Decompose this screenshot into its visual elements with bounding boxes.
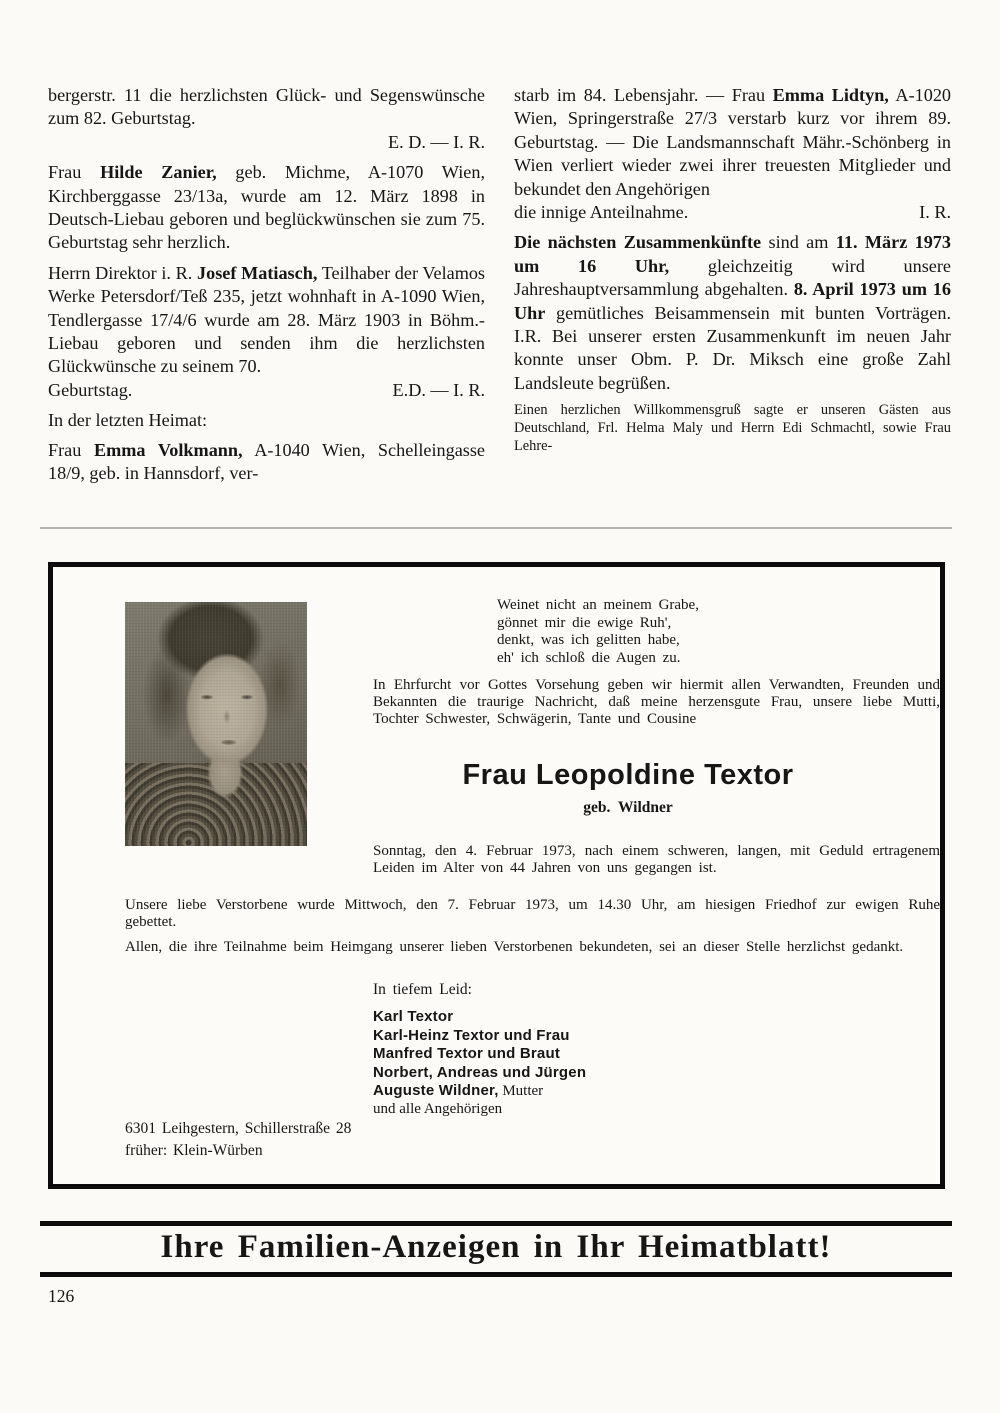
thanks-paragraph: Allen, die ihre Teilnahme beim Heimgang unserer lieben Verstorbenen bekundeten, sei an dieser Stelle herzlichst gedankt. <box>125 939 904 955</box>
deceased-name: Frau Leopoldine Textor <box>462 759 794 791</box>
address-line: früher: Klein-Würben <box>125 1142 263 1159</box>
poem-line: Weinet nicht an meinem Grabe, <box>497 597 699 613</box>
welcome-smallprint-paragraph: Einen herzlichen Willkommensgruß sagte er unseren Gästen aus Deutschland, Frl. Helma Maly und Herrn Edi Schmachtl, sowie Frau Lehre- <box>514 402 951 454</box>
death-details-paragraph: Sonntag, den 4. Februar 1973, nach einem schweren, langen, mit Geduld ertragenem Leiden im Alter von 44 Jahren von uns gegangen ist. <box>373 843 940 877</box>
matiasch-birthday-paragraph: Herrn Direktor i. R. Josef Matiasch, Teilhaber der Velamos Werke Petersdorf/Teß 235, jetzt wohnhaft in A-1090 Wien, Tendlergasse 17/4/6 wurde am 28. März 1903 in Böhm.-Liebau geboren und senden ihm die herzlichsten Glückwünsche zu seinem 70. <box>48 262 486 377</box>
page-number: 126 <box>48 1286 75 1306</box>
zanier-birthday-paragraph: Frau Hilde Zanier, geb. Michme, A-1070 Wien, Kirchberggasse 23/13a, wurde am 12. März 1898 in Deutsch-Liebau geboren und beglückwünschen sie zum 75. Geburtstag sehr herzlich. <box>48 162 485 253</box>
mourner-line: Karl Textor <box>373 1008 454 1025</box>
volkmann-obituary-paragraph: Frau Emma Volkmann, A-1040 Wien, Schelleingasse 18/9, geb. in Hannsdorf, ver- <box>48 439 486 484</box>
address-block <box>125 1118 351 1162</box>
family-ads-banner <box>40 1221 952 1277</box>
maiden-name: geb. Wildner <box>583 799 673 816</box>
lidtyn-obituary-paragraph: starb im 84. Lebensjahr. — Frau Emma Lidtyn, A-1020 Wien, Springerstraße 27/3 verstarb kurz vor ihrem 89. Geburtstag. — Die Landsmannschaft Mähr.-Schönberg in Wien verliert wieder zwei ihrer treuesten Mitglieder und bekundet den Angehörigen <box>514 85 952 199</box>
mourner-line: Norbert, Andreas und Jürgen <box>373 1063 587 1081</box>
last-word: Geburtstag. <box>48 379 133 400</box>
horizontal-divider <box>40 527 952 529</box>
poem-line: gönnet mir die ewige Ruh', <box>497 614 672 631</box>
address-line: 6301 Leihgestern, Schillerstraße 28 <box>125 1120 352 1137</box>
poem-line: denkt, was ich gelitten habe, <box>497 632 680 648</box>
lidtyn-last-line <box>514 201 951 224</box>
signature-initials: E.D. — I. R. <box>392 379 485 400</box>
meetings-paragraph: Die nächsten Zusammenkünfte sind am 11. März 1973 um 16 Uhr, gleichzeitig wird unsere Jahreshauptversammlung abgehalten. 8. April 1973 um 16 Uhr gemütliches Beisammensein mit bunten Vorträgen. I.R. Bei unserer ersten Zusammenkunft im neuen Jahr konnte unser Obm. P. Dr. Miksch eine große Zahl Landsleute begrüßen. <box>514 232 951 393</box>
mourner-line: Auguste Wildner, Mutter <box>373 1082 544 1100</box>
signature-initials: E. D. — I. R. <box>388 131 485 152</box>
mourners-list <box>373 1008 586 1119</box>
portrait-photo <box>125 602 307 846</box>
right-column <box>514 84 951 463</box>
burial-paragraph: Unsere liebe Verstorbene wurde Mittwoch, den 7. Februar 1973, um 14.30 Uhr, am hiesigen Friedhof zur ewigen Ruhe gebettet. <box>125 897 940 931</box>
memorial-poem <box>497 597 699 667</box>
grief-line: In tiefem Leid: <box>373 981 472 998</box>
banner-text: Ihre Familien-Anzeigen in Ihr Heimatblatt! <box>160 1229 832 1265</box>
continuation-paragraph: bergerstr. 11 die herzlichsten Glück- und Segenswünsche zum 82. Geburtstag. <box>48 85 485 129</box>
mourner-line: Karl-Heinz Textor und Frau <box>373 1026 570 1044</box>
mourner-line: Manfred Textor und Braut <box>373 1045 561 1063</box>
last-words: die innige Anteilnahme. <box>514 202 689 223</box>
section-heading: In der letzten Heimat: <box>48 410 208 431</box>
mourner-line: und alle Angehörigen <box>373 1100 503 1117</box>
signature-initials: I. R. <box>919 202 951 223</box>
poem-line: eh' ich schloß die Augen zu. <box>497 649 681 666</box>
left-column <box>48 84 485 493</box>
matiasch-last-line <box>48 379 485 402</box>
announcement-intro: In Ehrfurcht vor Gottes Vorsehung geben wir hiermit allen Verwandten, Freunden und Bekannten die traurige Nachricht, daß meine herzensgute Frau, unsere liebe Mutti, Tochter Schwester, Schwägerin, Tante und Cousine <box>373 677 940 728</box>
death-notice-box <box>48 562 945 1189</box>
